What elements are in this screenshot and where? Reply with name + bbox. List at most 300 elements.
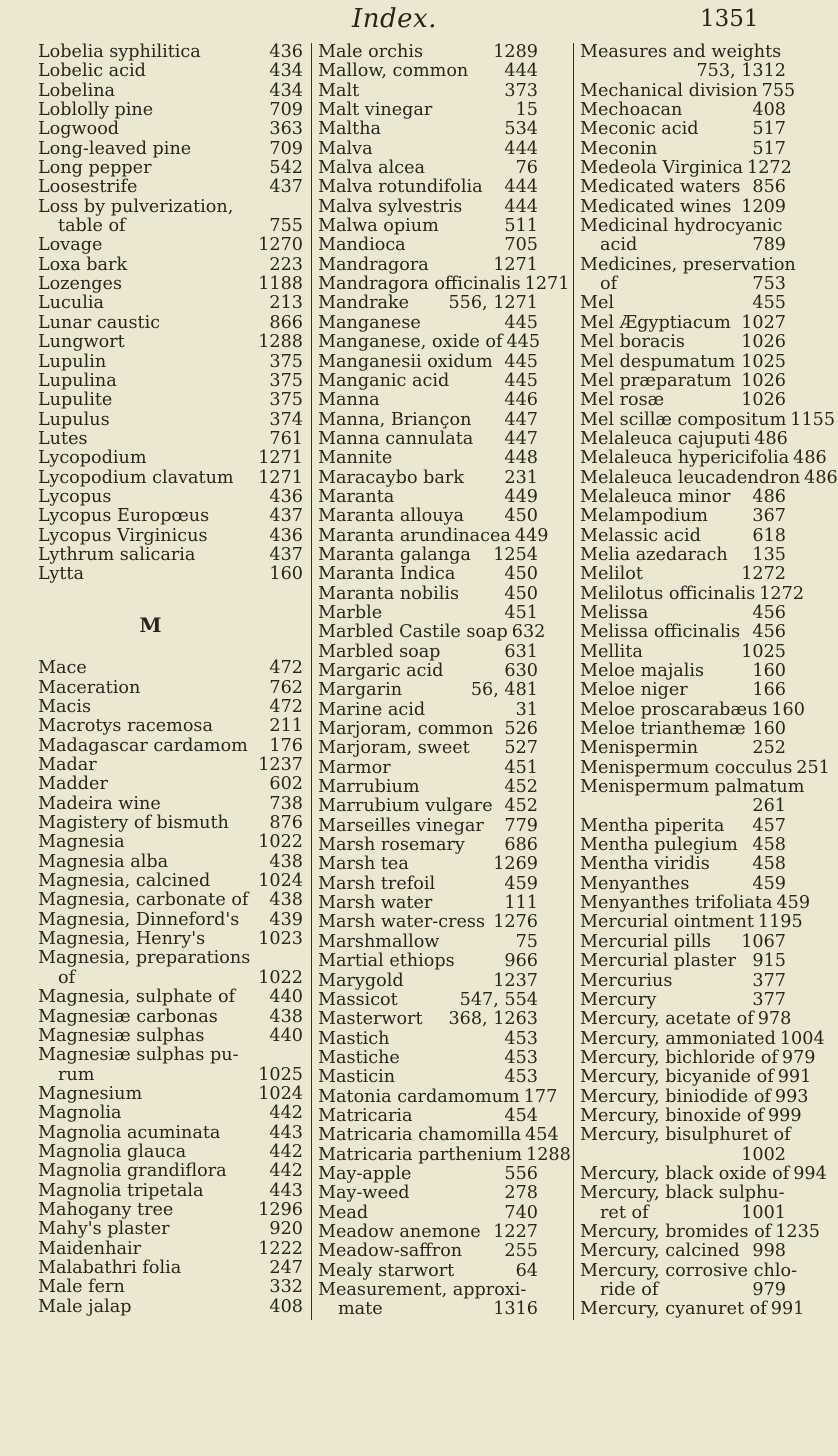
entry-term: Melaleuca cajuputi xyxy=(580,428,751,449)
entry-term: Mercury, bicyanide of xyxy=(580,1067,774,1088)
index-entry xyxy=(38,717,303,736)
index-entry xyxy=(580,236,786,255)
index-entry xyxy=(580,43,786,62)
entry-term: Marsh water-cress xyxy=(318,912,485,933)
index-entry xyxy=(580,893,811,914)
entry-page-number: 247 xyxy=(269,1257,303,1278)
entry-page-number: 56, 481 xyxy=(470,680,538,701)
entry-page-number: 251 xyxy=(796,757,830,778)
entry-page-number: 1004 xyxy=(779,1028,825,1049)
entry-page-number: 455 xyxy=(752,293,786,314)
entry-term: Mahy's plaster xyxy=(38,1219,170,1240)
entry-term: Mel præparatum xyxy=(580,370,732,391)
index-entry xyxy=(318,701,538,720)
index-entry xyxy=(318,991,538,1010)
entry-term: Magnesiæ carbonas xyxy=(38,1006,218,1027)
entry-term: Mercury, biniodide of xyxy=(580,1086,771,1107)
entry-term: Medicated wines xyxy=(580,196,732,217)
entry-page-number: 111 xyxy=(504,893,538,914)
entry-page-number: 278 xyxy=(504,1183,538,1204)
entry-term: Manna, Briançon xyxy=(318,409,472,430)
entry-term: Manna cannulata xyxy=(318,428,474,449)
entry-term: Mellita xyxy=(580,641,643,662)
entry-page-number: 517 xyxy=(752,119,786,140)
entry-term: Marshmallow xyxy=(318,931,440,952)
entry-page-number: 1001 xyxy=(741,1202,786,1223)
section-letter: M xyxy=(139,612,162,637)
entry-term: Mastich xyxy=(318,1028,390,1049)
page-number: 1351 xyxy=(700,6,759,32)
entry-page-number: 991 xyxy=(770,1299,805,1320)
entry-page-number: 231 xyxy=(504,467,538,488)
index-entry xyxy=(580,527,786,546)
entry-page-number: 459 xyxy=(504,873,538,894)
entry-term: Lozenges xyxy=(38,274,122,295)
entry-term: Measurement, approxi- xyxy=(318,1280,527,1300)
index-entry xyxy=(38,411,303,430)
index-entry xyxy=(580,314,786,333)
entry-page-number: 442 xyxy=(269,1161,303,1182)
entry-term: Melaleuca hypericifolia xyxy=(580,448,790,469)
index-entry xyxy=(580,467,838,488)
index-entry xyxy=(318,565,538,584)
index-entry xyxy=(318,1030,538,1049)
entry-term: Lobelina xyxy=(38,80,116,101)
entry-page-number: 363 xyxy=(269,119,303,140)
entry-term: Masticin xyxy=(318,1067,396,1088)
index-entry xyxy=(38,1201,303,1220)
entry-term: Mercury, bisulphuret of xyxy=(580,1125,791,1146)
entry-term: Marsh rosemary xyxy=(318,835,465,856)
index-entry xyxy=(318,1144,571,1165)
entry-term: Meloe trianthemæ xyxy=(580,719,746,740)
index-entry xyxy=(38,469,303,488)
index-entry xyxy=(580,254,796,275)
index-entry xyxy=(318,1184,538,1203)
entry-page-number: 367 xyxy=(752,506,786,527)
entry-page-number: 753 xyxy=(752,274,786,295)
entry-page-number: 1026 xyxy=(741,370,786,391)
entry-term: Melassic acid xyxy=(580,525,701,546)
index-entry xyxy=(318,43,538,62)
index-entry xyxy=(580,952,786,971)
entry-page-number: 556 xyxy=(504,1163,538,1184)
entry-page-number: 632 xyxy=(511,622,546,643)
entry-page-number: 377 xyxy=(752,989,786,1010)
entry-term: Meconic acid xyxy=(580,119,699,140)
entry-term: ride of xyxy=(600,1280,659,1300)
entry-term: Lupulite xyxy=(38,390,113,411)
entry-term: Lycopus xyxy=(38,486,112,507)
entry-page-number: 368, 1263 xyxy=(448,1009,538,1030)
index-entry xyxy=(38,217,303,236)
entry-page-number: 434 xyxy=(269,61,303,82)
index-entry xyxy=(318,855,538,874)
entry-page-number: 454 xyxy=(504,1105,538,1126)
entry-page-number: 866 xyxy=(269,312,303,333)
index-entry xyxy=(580,217,786,236)
entry-term: Marygold xyxy=(318,970,404,991)
entry-page-number: 993 xyxy=(774,1086,809,1107)
index-entry xyxy=(318,952,538,971)
entry-page-number: 436 xyxy=(269,486,303,507)
entry-page-number: 373 xyxy=(504,80,538,101)
entry-term: Meloe majalis xyxy=(580,661,705,681)
entry-term: Mercurius xyxy=(580,970,673,991)
entry-term: Mercury, bromides of xyxy=(580,1221,772,1242)
entry-page-number: 1024 xyxy=(258,1083,303,1104)
entry-page-number: 449 xyxy=(514,525,549,546)
entry-page-number: 444 xyxy=(504,61,538,82)
entry-page-number: 1272 xyxy=(747,158,792,179)
entry-term: Magnolia acuminata xyxy=(38,1122,221,1143)
entry-page-number: 1188 xyxy=(258,274,303,295)
entry-page-number: 408 xyxy=(269,1296,303,1317)
entry-page-number xyxy=(797,1262,801,1281)
entry-term: Mentha piperita xyxy=(580,815,725,836)
entry-term: Melilot xyxy=(580,564,643,585)
entry-page-number: 966 xyxy=(504,951,538,972)
index-entry xyxy=(38,236,303,255)
index-entry xyxy=(580,294,786,313)
index-entry xyxy=(318,662,538,681)
entry-term: Malva xyxy=(318,138,373,159)
index-entry xyxy=(580,1299,805,1320)
entry-page-number: 166 xyxy=(752,680,786,701)
index-entry xyxy=(580,430,786,449)
entry-term: Mallow, common xyxy=(318,61,469,82)
entry-term: Lycopodium xyxy=(38,448,147,469)
index-entry xyxy=(580,797,786,816)
entry-term: Mandioca xyxy=(318,235,406,256)
index-entry xyxy=(580,699,805,720)
entry-page-number xyxy=(534,1281,538,1300)
index-entry xyxy=(318,1107,538,1126)
index-entry xyxy=(38,1278,303,1297)
entry-term: Magnesia, Henry's xyxy=(38,929,206,950)
entry-page-number: 438 xyxy=(269,1006,303,1027)
entry-term: of xyxy=(600,274,618,295)
entry-term: Melissa officinalis xyxy=(580,622,741,643)
entry-page-number: 1271 xyxy=(258,448,303,469)
entry-term: Meadow anemone xyxy=(318,1221,481,1242)
entry-term: Malwa opium xyxy=(318,216,439,237)
entry-term: Maranta Indica xyxy=(318,564,456,585)
entry-term: Mercurial plaster xyxy=(580,951,737,972)
entry-page-number: 556, 1271 xyxy=(448,293,538,314)
entry-term: Mercury, black oxide of xyxy=(580,1163,790,1184)
entry-page-number: 1022 xyxy=(258,967,303,988)
entry-page-number: 445 xyxy=(504,312,538,333)
entry-page-number: 472 xyxy=(269,697,303,717)
index-column-left xyxy=(38,43,303,1317)
entry-page-number: 1288 xyxy=(526,1144,571,1165)
index-entry xyxy=(38,178,303,197)
entry-page-number: 738 xyxy=(269,793,303,814)
entry-term: Meadow-saffron xyxy=(318,1241,463,1262)
entry-page-number: 486 xyxy=(752,486,786,507)
entry-page-number: 459 xyxy=(752,873,786,894)
index-entry xyxy=(38,814,303,833)
entry-page-number: 761 xyxy=(269,428,303,449)
entry-page-number: 1025 xyxy=(258,1064,303,1085)
entry-page-number: 517 xyxy=(752,138,786,159)
entry-term: Mechanical division xyxy=(580,80,758,101)
entry-page-number: 459 xyxy=(776,893,811,914)
index-entry xyxy=(318,1125,559,1146)
entry-term: Lupulin xyxy=(38,351,107,372)
index-entry xyxy=(318,817,538,836)
entry-page-number: 762 xyxy=(269,677,303,698)
entry-page-number: 458 xyxy=(752,835,786,856)
entry-page-number: 1269 xyxy=(493,854,538,875)
index-entry xyxy=(38,527,303,546)
entry-term: Marbled soap xyxy=(318,641,441,662)
entry-page-number: 755 xyxy=(761,80,796,101)
index-entry xyxy=(580,1146,786,1165)
entry-page-number xyxy=(299,1046,303,1065)
index-entry xyxy=(318,1242,538,1261)
entry-term: Maranta allouya xyxy=(318,506,464,527)
index-entry xyxy=(318,178,538,197)
entry-term: Margarin xyxy=(318,680,403,701)
entry-term: Male fern xyxy=(38,1277,125,1298)
entry-page-number: 1025 xyxy=(741,351,786,372)
entry-term: Lytta xyxy=(38,564,84,585)
entry-term: Mel scillæ compositum xyxy=(580,409,787,430)
index-entry xyxy=(580,275,786,294)
index-entry xyxy=(38,1008,303,1027)
entry-term: Mandragora xyxy=(318,254,429,275)
entry-page-number: 1024 xyxy=(258,871,303,892)
index-entry xyxy=(318,372,538,391)
entry-term: Magnesia, calcined xyxy=(38,871,211,892)
index-entry xyxy=(580,62,786,81)
index-entry xyxy=(38,1259,303,1278)
entry-page-number: 453 xyxy=(504,1047,538,1068)
entry-term: Lycopodium clavatum xyxy=(38,467,234,488)
entry-page-number: 160 xyxy=(269,564,303,585)
entry-page-number: 1067 xyxy=(741,931,786,952)
index-entry xyxy=(318,643,538,662)
index-entry xyxy=(38,488,303,507)
entry-page-number: 991 xyxy=(777,1067,812,1088)
index-entry xyxy=(318,62,538,81)
index-entry xyxy=(318,1223,538,1242)
entry-term: Mercury, calcined xyxy=(580,1241,740,1262)
entry-page-number: 408 xyxy=(752,100,786,121)
entry-term: Manganesii oxidum xyxy=(318,351,493,372)
index-entry xyxy=(318,120,538,139)
entry-term: Menispermum cocculus xyxy=(580,757,793,778)
entry-term: Lupulina xyxy=(38,370,117,391)
index-entry xyxy=(580,1163,827,1184)
entry-page-number: 176 xyxy=(269,735,303,756)
entry-term: Mel boracis xyxy=(580,332,685,353)
index-entry xyxy=(580,488,786,507)
entry-page-number: 443 xyxy=(269,1180,303,1201)
entry-term: Maranta nobilis xyxy=(318,583,459,604)
index-entry xyxy=(580,372,786,391)
index-entry xyxy=(38,1085,303,1104)
index-entry xyxy=(580,507,786,526)
entry-term: Matricaria parthenium xyxy=(318,1144,523,1165)
entry-page-number: 453 xyxy=(504,1028,538,1049)
entry-page-number: 444 xyxy=(504,177,538,198)
entry-term: Magnesiæ sulphas pu- xyxy=(38,1045,239,1066)
entry-page-number: 1271 xyxy=(493,254,538,275)
entry-page-number: 1237 xyxy=(258,755,303,776)
entry-page-number: 444 xyxy=(504,196,538,217)
entry-term: Medeola Virginica xyxy=(580,158,744,179)
entry-page-number xyxy=(782,43,786,62)
index-entry xyxy=(318,933,538,952)
entry-term: Malva sylvestris xyxy=(318,196,463,217)
entry-page-number: 15 xyxy=(515,100,538,121)
entry-term: Macis xyxy=(38,697,92,717)
index-entry xyxy=(38,1143,303,1162)
entry-term: Magnolia tripetala xyxy=(38,1180,204,1201)
index-entry xyxy=(38,353,303,372)
entry-term: Matricaria chamomilla xyxy=(318,1125,522,1146)
index-entry xyxy=(38,314,303,333)
index-entry xyxy=(318,314,538,333)
entry-page-number: 1235 xyxy=(775,1221,820,1242)
index-entry xyxy=(318,294,538,313)
entry-term: Marmor xyxy=(318,757,391,778)
entry-page-number xyxy=(796,256,800,275)
index-entry xyxy=(580,565,786,584)
entry-term: Matricaria xyxy=(318,1105,413,1126)
index-entry xyxy=(318,391,538,410)
entry-term: table of xyxy=(58,216,126,237)
index-entry xyxy=(38,275,303,294)
index-entry xyxy=(38,1066,303,1085)
index-entry xyxy=(38,679,303,698)
entry-term: Logwood xyxy=(38,119,120,140)
index-entry xyxy=(580,623,786,642)
entry-page-number: 64 xyxy=(515,1260,538,1281)
index-entry xyxy=(318,836,538,855)
entry-term: Marjoram, common xyxy=(318,719,494,740)
entry-page-number: 1270 xyxy=(258,235,303,256)
index-entry xyxy=(580,391,786,410)
index-entry xyxy=(318,1086,558,1107)
entry-term: Mel rosæ xyxy=(580,390,665,411)
entry-page-number: 252 xyxy=(752,738,786,759)
entry-term: Malva rotundifolia xyxy=(318,177,483,198)
index-entry xyxy=(580,720,786,739)
index-entry xyxy=(318,430,538,449)
entry-term: Maranta galanga xyxy=(318,544,471,565)
entry-page-number: 377 xyxy=(752,970,786,991)
entry-page-number: 526 xyxy=(504,719,538,740)
index-entry xyxy=(580,583,805,604)
entry-page-number: 1026 xyxy=(741,390,786,411)
entry-page-number: 1209 xyxy=(741,196,786,217)
entry-term: Lutes xyxy=(38,428,88,449)
entry-term: Lunar caustic xyxy=(38,312,161,333)
entry-term: of xyxy=(58,967,76,988)
entry-term: Meloe niger xyxy=(580,680,688,701)
index-entry xyxy=(580,1009,792,1030)
entry-page-number: 443 xyxy=(269,1122,303,1143)
entry-page-number: 1027 xyxy=(741,312,786,333)
index-column-right xyxy=(573,42,838,1320)
entry-page-number: 1288 xyxy=(258,332,303,353)
index-entry xyxy=(580,991,786,1010)
index-entry xyxy=(318,972,538,991)
entry-term: Maracaybo bark xyxy=(318,467,464,488)
index-columns xyxy=(0,42,838,1453)
index-entry xyxy=(38,930,303,949)
index-entry xyxy=(38,449,303,468)
entry-page-number: 453 xyxy=(504,1067,538,1088)
index-entry xyxy=(38,1220,303,1239)
entry-term: Male jalap xyxy=(38,1296,132,1317)
index-entry xyxy=(580,1221,820,1242)
entry-term: Mel despumatum xyxy=(580,351,736,372)
index-entry xyxy=(318,585,538,604)
index-entry xyxy=(38,853,303,872)
entry-term: Madagascar cardamom xyxy=(38,735,248,756)
entry-term: Magnesiæ sulphas xyxy=(38,1025,205,1046)
index-entry xyxy=(318,720,538,739)
entry-term: Madder xyxy=(38,774,108,795)
entry-page-number: 456 xyxy=(752,602,786,623)
entry-term: Mercury, acetate of xyxy=(580,1009,754,1030)
entry-page-number: 177 xyxy=(523,1086,558,1107)
entry-page-number: 979 xyxy=(752,1280,786,1300)
entry-page-number: 1271 xyxy=(258,467,303,488)
index-entry xyxy=(38,1104,303,1123)
entry-term: Loss by pulverization, xyxy=(38,196,234,217)
index-entry xyxy=(38,62,303,81)
entry-page-number: 135 xyxy=(752,544,786,565)
index-entry xyxy=(318,274,570,295)
entry-term: Mercury, cyanuret of xyxy=(580,1299,767,1320)
entry-term: ret of xyxy=(600,1202,649,1223)
entry-page-number: 436 xyxy=(269,42,303,62)
index-entry xyxy=(318,797,538,816)
entry-page-number: 450 xyxy=(504,506,538,527)
entry-term: Mercury, black sulphu- xyxy=(580,1183,785,1204)
index-entry xyxy=(38,372,303,391)
index-entry xyxy=(580,178,786,197)
entry-term: Melissa xyxy=(580,602,649,623)
index-entry xyxy=(318,1281,538,1300)
entry-page-number: 915 xyxy=(752,951,786,972)
entry-term: Marrubium xyxy=(318,777,420,798)
index-entry xyxy=(38,833,303,852)
entry-term: Lythrum salicaria xyxy=(38,544,196,565)
entry-page-number xyxy=(299,198,303,217)
entry-page-number: 442 xyxy=(269,1141,303,1162)
entry-term: Melia azedarach xyxy=(580,544,728,565)
entry-page-number: 630 xyxy=(504,661,538,681)
entry-page-number: 437 xyxy=(269,544,303,565)
index-entry xyxy=(580,1125,791,1146)
index-entry xyxy=(318,1204,538,1223)
entry-page-number: 451 xyxy=(504,757,538,778)
entry-term: Lupulus xyxy=(38,409,110,430)
entry-term: Loblolly pine xyxy=(38,100,154,121)
index-entry xyxy=(38,140,303,159)
entry-page-number: 856 xyxy=(752,177,786,198)
index-entry xyxy=(38,1298,303,1317)
entry-page-number: 255 xyxy=(504,1241,538,1262)
index-entry xyxy=(580,448,827,469)
